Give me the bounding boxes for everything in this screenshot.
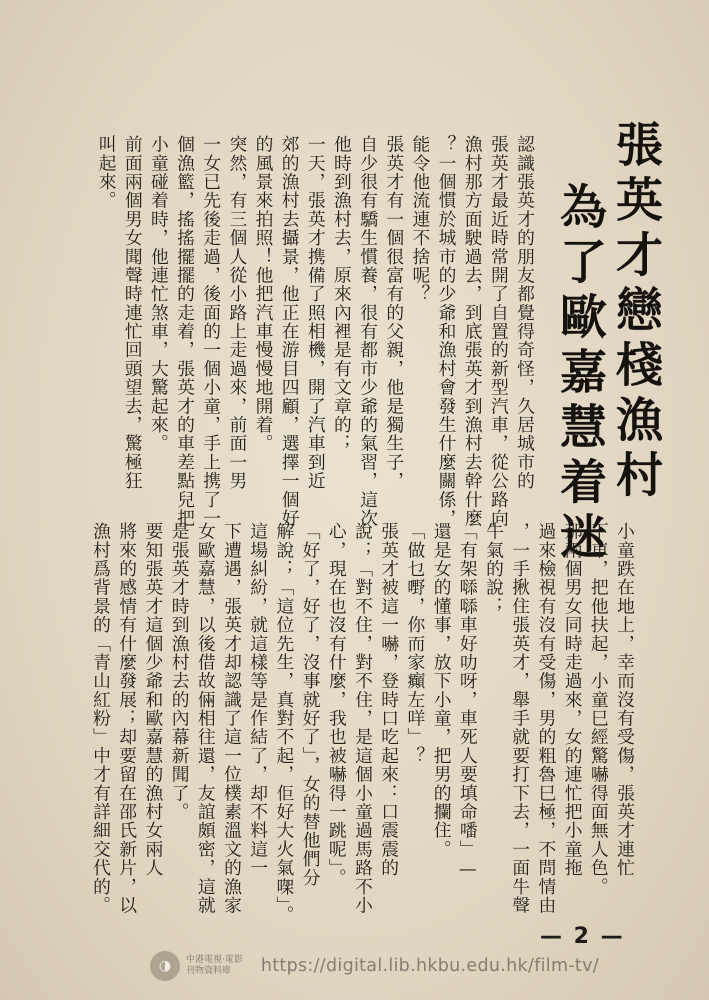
upper-text-column: 張英才有一個很富有的父親，他是獨生子，	[383, 135, 405, 491]
upper-text-column: 一天，張英才携備了照相機，開了汽車到近	[305, 135, 327, 491]
lower-text-column: 心，現在也沒有什麼，我也被嚇得一跳呢」。	[326, 522, 348, 887]
lower-text-column: 是張英才時到漁村去的內幕新聞了。	[169, 522, 191, 822]
upper-text-column: 自少很有驕生慣養，很有都市少爺的氣習，這次	[357, 135, 379, 528]
lower-text-column: 還是女的懂事，放下小童，把男的攔住。	[431, 522, 453, 859]
lower-text-column: 女歐嘉慧，以後借故倆相往還，友誼頗密，這就	[195, 522, 217, 915]
upper-text-column: ？一個慣於城市的少爺和漁村會發生什麼關係，	[436, 135, 458, 528]
lower-text-column: 牛氣的說；	[483, 522, 505, 616]
lower-text-column: 小童跌在地上，幸而沒有受傷，張英才連忙	[614, 522, 636, 878]
watermark-footer	[150, 946, 690, 986]
upper-text-column: 的風景來拍照！他把汽車慢慢地開着。	[253, 135, 274, 453]
upper-text-column: 小童碰着時，他連忙煞車，大驚起來。	[148, 135, 170, 453]
lower-text-column: 「做乜嘢，你而家癲左咩」？	[404, 522, 426, 765]
lower-text-column: 「好了，好了，沒事就好了」，女的替他們分	[300, 522, 322, 887]
lower-text-column: ，一手揪住張英才，舉手就要打下去，一面牛聲	[509, 522, 531, 915]
lower-text-column: 說；「對不住，對不住，是這個小童過馬路不小	[352, 522, 374, 915]
upper-text-column: 個漁籃，搖搖擺擺的走着，張英才的車差點兒把	[174, 135, 196, 528]
lower-text-column: 下遭遇，張英才却認識了這一位樸素溫文的漁家	[221, 522, 243, 915]
upper-text-column: 突然，有三個人從小路上走過來，前面一男	[226, 135, 248, 491]
lower-text-column: 「有架𠻹𠻹車好叻呀，車死人要填命噃」—	[457, 522, 479, 881]
headline-line-2: 為了歐嘉慧着迷	[552, 182, 607, 567]
upper-text-column: 漁村那方面駛過去，到底張英才到漁村去幹什麼	[462, 135, 484, 528]
lower-text-column: 這場糾紛，就這樣等是作結了，却不料這一	[247, 522, 269, 878]
lower-text-column: 將來的感情有什麼發展；却要留在邵氏新片，以	[116, 522, 138, 915]
lower-text-column: 漁村爲背景的「青山紅粉」中才有詳細交代的。	[90, 522, 112, 915]
upper-text-column: 前面兩個男女聞聲時連忙回頭望去，驚極狂	[122, 135, 144, 491]
watermark-org-line-1: 中港電視·電影	[186, 955, 243, 965]
lower-text-column: 要知張英才這個少爺和歐嘉慧的漁村女兩人	[142, 522, 164, 878]
lower-text-column: 過來檢視有沒有受傷，男的粗魯巳極，不問情由	[535, 522, 557, 915]
watermark-url-link[interactable]: https://digital.lib.hkbu.edu.hk/film-tv/	[260, 956, 599, 976]
upper-text-column: 認識張英才的朋友都覺得奇怪，久居城市的	[514, 135, 536, 491]
headline-line-1: 張英才戀棧漁村	[608, 120, 663, 505]
upper-text-column: 一女已先後走過，後面的一個小童，手上携了一	[200, 135, 222, 528]
upper-text-column: 能令他流連不捨呢？	[409, 135, 431, 304]
lower-text-column: 張英才被這一嚇，登時口吃起來：口震震的	[378, 522, 400, 878]
upper-text-column: 郊的漁村去攝景，他正在游目四顧，選擇一個好	[279, 135, 301, 528]
upper-text-column: 叫起來。	[96, 135, 118, 210]
lower-text-column: 下車，把他扶起，小童巳經驚嚇得面無人色。	[588, 522, 610, 896]
upper-text-column: 他時到漁村去，原來內裡是有文章的；	[331, 135, 353, 453]
lower-text-column: 那兩個男女同時走過來，女的連忙把小童拖	[562, 522, 584, 878]
upper-text-column: 張英才最近時常開了自置的新型汽車，從公路向	[488, 135, 510, 528]
watermark-org-line-2: 刊物資料庫	[186, 966, 232, 976]
page-number: — 2 —	[540, 924, 625, 949]
lower-text-column: 解說；「這位先生，真對不起，佢好大火氣㗎」。	[273, 522, 295, 925]
watermark-org	[186, 955, 243, 977]
library-logo-icon: ◑	[150, 951, 180, 981]
